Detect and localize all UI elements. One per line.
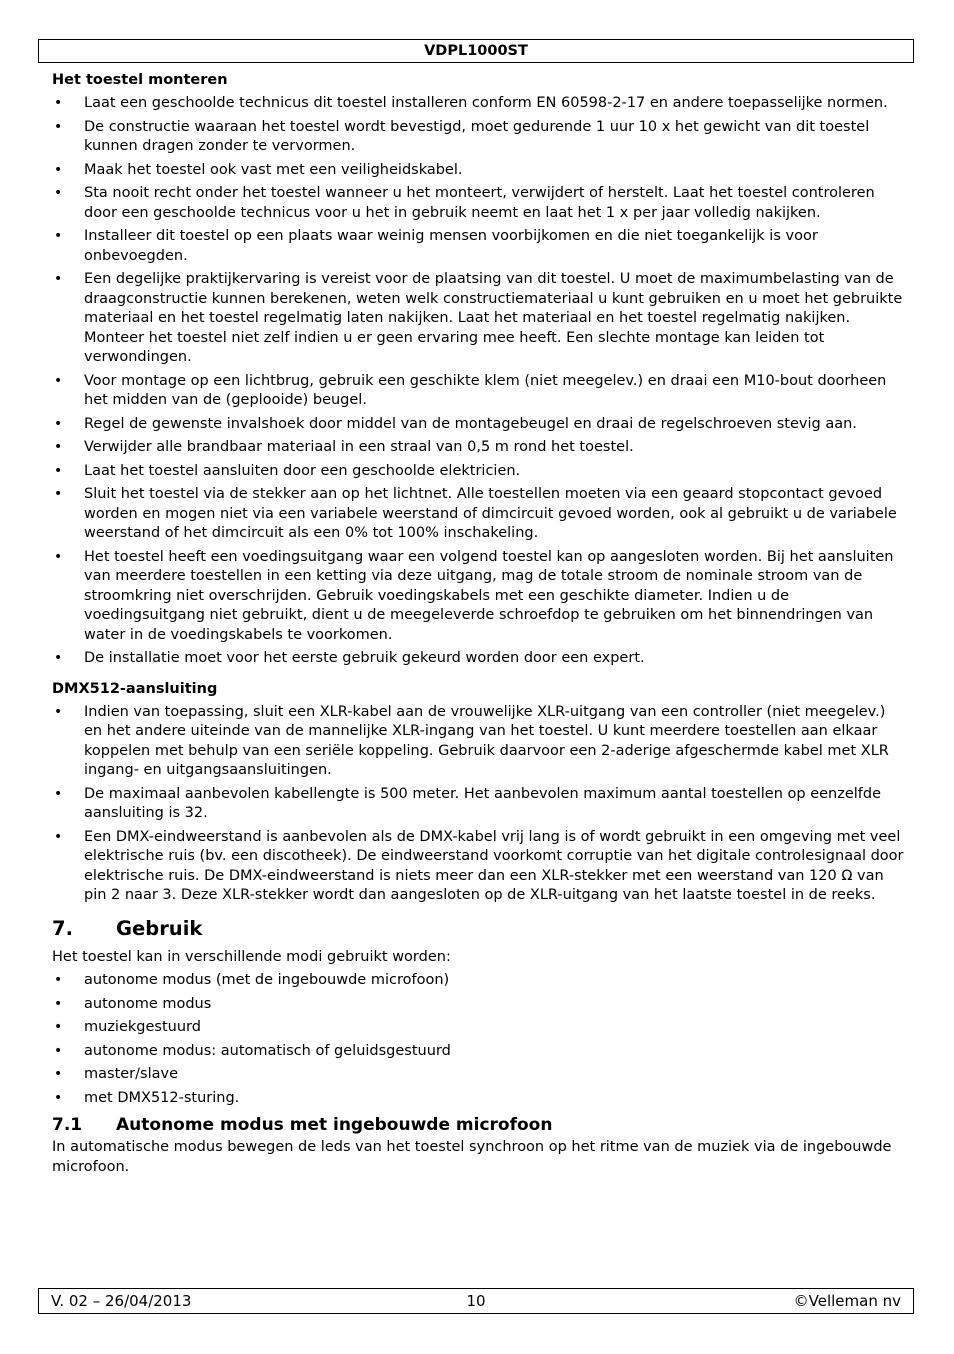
page-header bbox=[38, 39, 914, 63]
copyright: ©Velleman nv bbox=[793, 1292, 901, 1310]
monteren-list bbox=[52, 94, 904, 669]
autonoom-text: In automatische modus bewegen de leds van het toestel synchroon op het ritme van de muziek via de ingebouwde microfoon. bbox=[52, 1139, 892, 1175]
list-item: • Een DMX-eindweerstand is aanbevolen als de DMX-kabel vrij lang is of wordt gebruikt in een omgeving met veel elektrische ruis (bv. een discotheek). De eindweerstand voorkomt corruptie van het digitale controlesignaal door elektrische ruis. De DMX-eindweerstand is niets meer dan een XLR-stekker met een weerstand van 120 Ω van pin 2 naar 3. Deze XLR-stekker wordt dan aangesloten op de XLR-uitgang van het laatste toestel in de reeks. bbox=[52, 828, 904, 906]
section-heading-dmx: DMX512-aansluiting bbox=[52, 680, 218, 697]
section-heading-autonoom bbox=[52, 1114, 904, 1136]
section-title: Autonome modus met ingebouwde microfoon bbox=[116, 1115, 553, 1135]
list-item: • Maak het toestel ook vast met een veiligheidskabel. bbox=[52, 161, 904, 181]
version-date: V. 02 – 26/04/2013 bbox=[51, 1292, 192, 1310]
list-item: • Sluit het toestel via de stekker aan op het lichtnet. Alle toestellen moeten via een geaard stopcontact gevoed worden en mogen niet via een variabele weerstand of dimcircuit gevoed worden, ook al gebruikt u de variabele weerstand of het dimcircuit als een 0% tot 100% inschakeling. bbox=[52, 485, 904, 544]
page-number: 10 bbox=[466, 1292, 486, 1310]
section-number: 7.1 bbox=[52, 1115, 83, 1135]
gebruik-list bbox=[52, 971, 904, 1108]
page-content bbox=[52, 70, 904, 1177]
page-footer bbox=[38, 1288, 914, 1314]
list-item: • Laat een geschoolde technicus dit toestel installeren conform EN 60598-2-17 en andere toepasselijke normen. bbox=[52, 94, 904, 114]
list-item: • Installeer dit toestel op een plaats waar weinig mensen voorbijkomen en die niet toegankelijk is voor onbevoegden. bbox=[52, 227, 904, 266]
list-item: • Regel de gewenste invalshoek door middel van de montagebeugel en draai de regelschroeven stevig aan. bbox=[52, 415, 904, 435]
list-item: • Het toestel heeft een voedingsuitgang waar een volgend toestel kan op aangesloten worden. Bij het aansluiten van meerdere toestellen in een ketting via deze uitgang, mag de totale stroom de nominale stroom van de stroomkring niet overschrijden. Gebruik voedingskabels met een geschikte diameter. Indien u de voedingsuitgang niet gebruikt, dient u de meegeleverde schroefdop te gebruiken om het binnendringen van water in de voedingskabels te voorkomen. bbox=[52, 548, 904, 646]
list-item: • Een degelijke praktijkervaring is vereist voor de plaatsing van dit toestel. U moet de maximumbelasting van de draagconstructie kunnen berekenen, weten welk constructiemateriaal u kunt gebruiken en u moet het gebruikte materiaal en het toestel regelmatig laten nakijken. Laat het materiaal en het toestel regelmatig nakijken. Monteer het toestel niet zelf indien u er geen ervaring mee heeft. Een slechte montage kan leiden tot verwondingen. bbox=[52, 270, 904, 368]
list-item: • De constructie waaraan het toestel wordt bevestigd, moet gedurende 1 uur 10 x het gewicht van dit toestel kunnen dragen zonder te vervormen. bbox=[52, 118, 904, 157]
list-item: • De installatie moet voor het eerste gebruik gekeurd worden door een expert. bbox=[52, 649, 904, 669]
section-title: Gebruik bbox=[116, 916, 203, 940]
list-item: • autonome modus (met de ingebouwde microfoon) bbox=[52, 971, 904, 991]
list-item: • Sta nooit recht onder het toestel wanneer u het monteert, verwijdert of herstelt. Laat het toestel controleren door een geschoolde technicus voor u het in gebruik neemt en laat het 1 x per jaar volledig nakijken. bbox=[52, 184, 904, 223]
list-item: • De maximaal aanbevolen kabellengte is 500 meter. Het aanbevolen maximum aantal toestellen op eenzelfde aansluiting is 32. bbox=[52, 785, 904, 824]
list-item: • Laat het toestel aansluiten door een geschoolde elektricien. bbox=[52, 462, 904, 482]
dmx-list bbox=[52, 703, 904, 906]
list-item: • autonome modus: automatisch of geluidsgestuurd bbox=[52, 1042, 904, 1062]
section-number: 7. bbox=[52, 916, 73, 940]
section-heading-monteren: Het toestel monteren bbox=[52, 72, 228, 88]
list-item: • Indien van toepassing, sluit een XLR-kabel aan de vrouwelijke XLR-uitgang van een controller (niet meegelev.) en het andere uiteinde van de mannelijke XLR-ingang van het toestel. U kunt meerdere toestellen aan elkaar koppelen met behulp van een seriële koppeling. Gebruik daarvoor een 2-aderige afgeschermde kabel met XLR ingang- en uitgangsaansluitingen. bbox=[52, 703, 904, 781]
list-item: • met DMX512-sturing. bbox=[52, 1089, 904, 1109]
document-title: VDPL1000ST bbox=[424, 43, 528, 59]
list-item: • muziekgestuurd bbox=[52, 1018, 904, 1038]
list-item: • master/slave bbox=[52, 1065, 904, 1085]
list-item: • Verwijder alle brandbaar materiaal in een straal van 0,5 m rond het toestel. bbox=[52, 438, 904, 458]
gebruik-intro: Het toestel kan in verschillende modi gebruikt worden: bbox=[52, 948, 451, 965]
section-heading-gebruik bbox=[52, 916, 904, 942]
list-item: • autonome modus bbox=[52, 995, 904, 1015]
list-item: • Voor montage op een lichtbrug, gebruik een geschikte klem (niet meegelev.) en draai een M10-bout doorheen het midden van de (geplooide) beugel. bbox=[52, 372, 904, 411]
